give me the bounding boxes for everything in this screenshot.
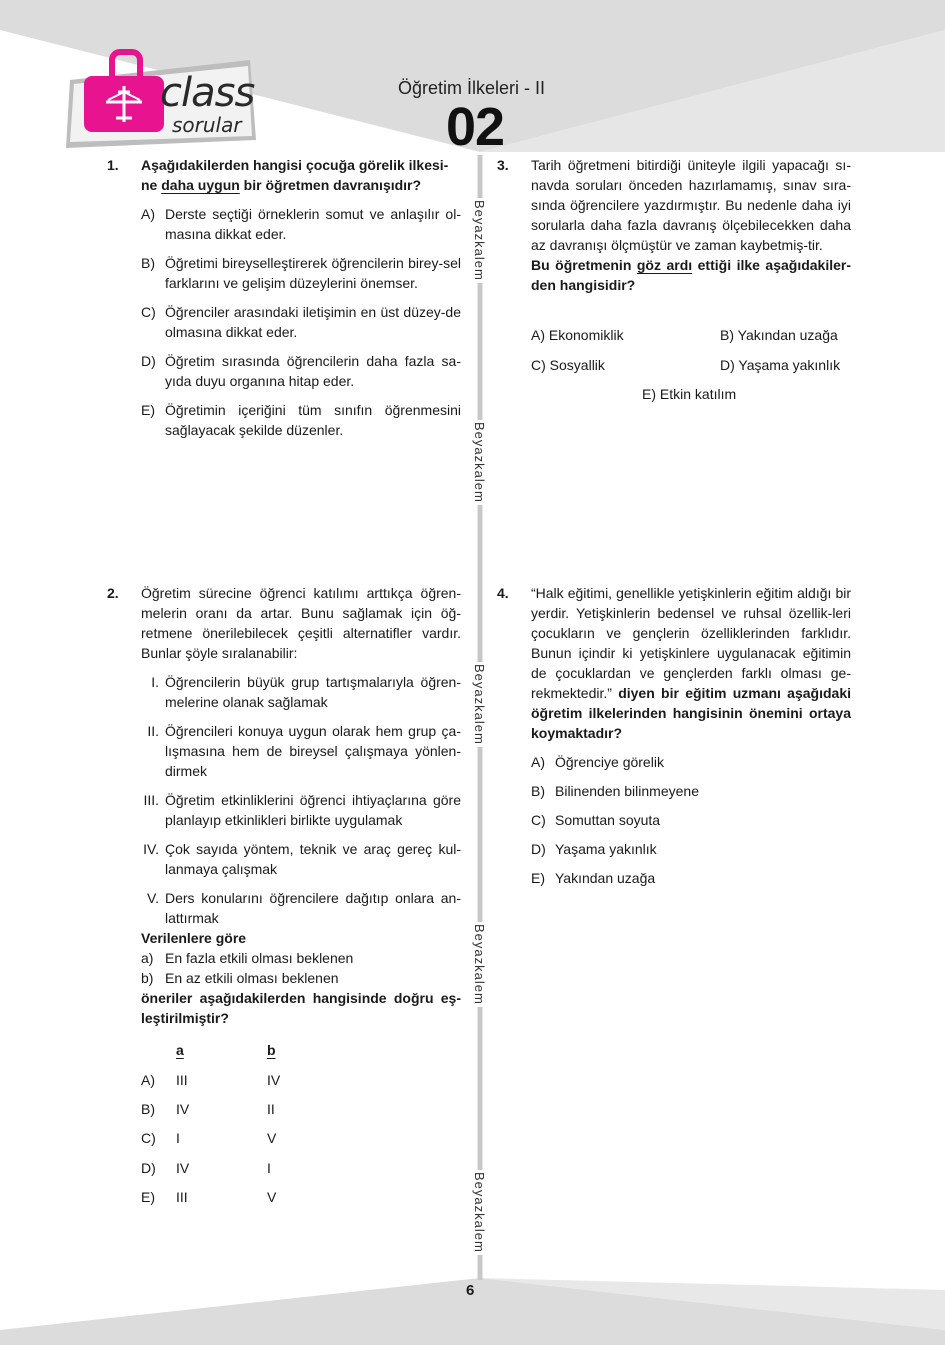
sub-label: b) bbox=[141, 970, 154, 986]
q2-given: Verilenlere göre bbox=[141, 930, 247, 946]
q2-item-5 bbox=[141, 888, 461, 928]
item-label: V. bbox=[147, 890, 159, 906]
q3-block bbox=[531, 155, 851, 295]
option-text: Ekonomiklik bbox=[548, 327, 624, 343]
unit-number: 02 bbox=[446, 97, 505, 157]
option-label: D) bbox=[720, 357, 735, 373]
watermark-4: Beyazkalem bbox=[472, 924, 487, 1005]
q3-option-b[interactable] bbox=[720, 327, 838, 343]
col-b-header: b bbox=[267, 1042, 276, 1058]
option-b-value: V bbox=[267, 1130, 277, 1146]
q1-option-a[interactable] bbox=[141, 204, 461, 244]
q3-question bbox=[531, 255, 851, 295]
q3-question-start: Bu öğretmenin bbox=[531, 257, 637, 273]
q2-option-c[interactable] bbox=[141, 1130, 341, 1150]
watermark-5: Beyazkalem bbox=[472, 1172, 487, 1253]
q3-option-e[interactable] bbox=[642, 386, 736, 402]
q2-option-d[interactable] bbox=[141, 1160, 341, 1180]
q2-option-a[interactable] bbox=[141, 1072, 341, 1092]
item-text: Öğrencileri konuya uygun olarak hem grup ça-lışmasına hem de bireysel çalışmaya yönlen-dirmek bbox=[165, 723, 461, 779]
q1-stem-emphasis: daha uygun bbox=[161, 177, 240, 193]
q1-stem-end: bir öğretmen davranışıdır? bbox=[239, 177, 422, 193]
q4-stem bbox=[531, 583, 851, 743]
q2-sub-b bbox=[141, 968, 461, 988]
option-text: Öğretim sırasında öğrencilerin daha fazla sa-yıda duyu organına hitap eder. bbox=[165, 353, 461, 389]
q2-item-1 bbox=[141, 672, 461, 712]
q4-number: 4. bbox=[497, 585, 509, 601]
q3-question-end: ettiği ilke aşağıdakiler-den hangisidir? bbox=[531, 257, 852, 293]
sub-text: En fazla etkili olması beklenen bbox=[165, 950, 354, 966]
option-a-value: III bbox=[176, 1072, 188, 1088]
option-text: Öğrenciler arasındaki iletişimin en üst düzey-de olmasına dikkat eder. bbox=[165, 304, 461, 340]
option-label: B) bbox=[141, 255, 155, 271]
q2-sub-a bbox=[141, 948, 461, 968]
item-label: III. bbox=[143, 792, 159, 808]
option-b-value: V bbox=[267, 1189, 277, 1205]
watermark-3: Beyazkalem bbox=[472, 664, 487, 745]
option-label: D) bbox=[141, 353, 156, 369]
q3-number: 3. bbox=[497, 157, 509, 173]
option-text: Öğretimin içeriğini tüm sınıfın öğrenmesini sağlayacak şekilde düzenler. bbox=[165, 402, 461, 438]
q1-option-c[interactable] bbox=[141, 302, 461, 342]
q4-option-b[interactable] bbox=[531, 781, 851, 801]
q1-stem-line2: ne bbox=[141, 177, 162, 193]
option-label: D) bbox=[141, 1160, 156, 1176]
option-label: C) bbox=[141, 304, 156, 320]
q1-option-e[interactable] bbox=[141, 400, 461, 440]
option-label: B) bbox=[531, 783, 545, 799]
q2-option-e[interactable] bbox=[141, 1189, 341, 1209]
q2-question: öneriler aşağıdakilerden hangisinde doğru eş-leştirilmiştir? bbox=[141, 990, 461, 1026]
option-label: E) bbox=[141, 402, 155, 418]
q3-option-d[interactable] bbox=[720, 357, 840, 373]
q1-stem-line1: Aşağıdakilerden hangisi çocuğa görelik ilkesi- bbox=[141, 157, 449, 173]
q2-intro: Öğretim sürecine öğrenci katılımı arttıkça öğren-melerin oranı da artar. Bunu sağlamak için öğ-retmene önerilebilecek çeşitli alternatifler vardır. Bunlar şöyle sıralanabilir: bbox=[141, 585, 461, 661]
q2-item-2 bbox=[141, 721, 461, 781]
option-text: Yaşama yakınlık bbox=[738, 357, 841, 373]
q3-option-c[interactable] bbox=[531, 357, 605, 373]
q4-option-e[interactable] bbox=[531, 868, 851, 888]
q1-stem bbox=[141, 155, 461, 195]
q2-number: 2. bbox=[107, 585, 119, 601]
option-text: Öğrenciye görelik bbox=[555, 754, 664, 770]
item-text: Öğrencilerin büyük grup tartışmalarıyla öğren-melerine olanak sağlamak bbox=[165, 674, 461, 710]
option-label: A) bbox=[531, 327, 545, 343]
option-label: D) bbox=[531, 841, 546, 857]
sub-text: En az etkili olması beklenen bbox=[165, 970, 339, 986]
q4-quote: “Halk eğitimi, genellikle yetişkinlerin eğitim aldığı bir yerdir. Yetişkinlerin bedensel ve ruhsal özellik-leri çocukların ve gençlerin özelliklerinden farklıdır. Bunun içindir ki yetişkinlere uygulanacak eğitimin de çocuklardan ve gençlerden farklı olması ge-rekmektedir.” bbox=[531, 585, 851, 701]
sub-label: a) bbox=[141, 950, 154, 966]
option-label: C) bbox=[531, 812, 546, 828]
option-label: A) bbox=[141, 206, 155, 222]
q4-question: diyen bir eğitim uzmanı aşağıdaki öğretim ilkelerinden hangisinin önemini ortaya koymaktadır? bbox=[531, 685, 851, 741]
item-text: Ders konularını öğrencilere dağıtıp onlara an-lattırmak bbox=[165, 890, 461, 926]
option-label: E) bbox=[531, 870, 545, 886]
item-label: II. bbox=[147, 723, 159, 739]
item-text: Öğretim etkinliklerini öğrenci ihtiyaçlarına göre planlayıp etkinlikleri birlikte uygulamak bbox=[165, 792, 461, 828]
option-text: Yakından uzağa bbox=[737, 327, 838, 343]
item-label: IV. bbox=[143, 841, 159, 857]
q2-option-b[interactable] bbox=[141, 1101, 341, 1121]
q2-block bbox=[141, 583, 461, 1028]
option-text: Somuttan soyuta bbox=[555, 812, 661, 828]
q1-option-d[interactable] bbox=[141, 351, 461, 391]
option-text: Yaşama yakınlık bbox=[555, 841, 657, 857]
option-label: C) bbox=[531, 357, 546, 373]
watermark-1: Beyazkalem bbox=[472, 200, 487, 281]
q4-option-c[interactable] bbox=[531, 810, 851, 830]
q1-option-b[interactable] bbox=[141, 253, 461, 293]
logo-title: class bbox=[160, 70, 255, 116]
option-a-value: IV bbox=[176, 1101, 190, 1117]
option-label: A) bbox=[141, 1072, 155, 1088]
q1-number: 1. bbox=[107, 157, 119, 173]
option-text: Sosyallik bbox=[549, 357, 605, 373]
q3-option-a[interactable] bbox=[531, 327, 624, 343]
item-text: Çok sayıda yöntem, teknik ve araç gereç kul-lanmaya çalışmak bbox=[165, 841, 461, 877]
option-text: Etkin katılım bbox=[659, 386, 737, 402]
option-a-value: III bbox=[176, 1189, 188, 1205]
watermark-2: Beyazkalem bbox=[472, 422, 487, 503]
option-b-value: IV bbox=[267, 1072, 281, 1088]
q1-block bbox=[141, 155, 461, 440]
q3-question-emphasis: göz ardı bbox=[636, 257, 693, 273]
option-b-value: I bbox=[267, 1160, 271, 1176]
option-a-value: I bbox=[176, 1130, 180, 1146]
option-text: Derste seçtiği örneklerin somut ve anlaşılır ol-masına dikkat eder. bbox=[165, 206, 461, 242]
item-label: I. bbox=[151, 674, 159, 690]
option-text: Öğretimi bireyselleştirerek öğrencilerin birey-sel farklarını ve gelişim düzeylerini önemser. bbox=[165, 255, 461, 291]
option-label: C) bbox=[141, 1130, 156, 1146]
option-label: B) bbox=[720, 327, 734, 343]
q4-block bbox=[531, 583, 851, 888]
option-label: A) bbox=[531, 754, 545, 770]
option-a-value: IV bbox=[176, 1160, 190, 1176]
q4-option-d[interactable] bbox=[531, 839, 851, 859]
q2-item-3 bbox=[141, 790, 461, 830]
col-a-header: a bbox=[176, 1042, 184, 1058]
option-label: E) bbox=[141, 1189, 155, 1205]
page-number: 6 bbox=[466, 1282, 475, 1299]
q2-table-header bbox=[141, 1042, 341, 1062]
q2-item-4 bbox=[141, 839, 461, 879]
q4-option-a[interactable] bbox=[531, 752, 851, 772]
option-b-value: II bbox=[267, 1101, 275, 1117]
option-label: B) bbox=[141, 1101, 155, 1117]
option-label: E) bbox=[642, 386, 656, 402]
option-text: Bilinenden bilinmeyene bbox=[555, 783, 699, 799]
unit-title: Öğretim İlkeleri - II bbox=[398, 78, 546, 98]
q3-stem: Tarih öğretmeni bitirdiği üniteyle ilgili yapacağı sı-navda soruları önceden hazırlamamış, sınav sıra-sında öğrencilere yazdırmıştır. Bu nedenle daha iyi sorularla daha fazla davranış ölçebilecekken daha az davranışı ölçmüştür ve zaman kaybetmiş-tir. bbox=[531, 157, 851, 253]
logo-subtitle: sorular bbox=[172, 113, 242, 137]
option-text: Yakından uzağa bbox=[555, 870, 656, 886]
